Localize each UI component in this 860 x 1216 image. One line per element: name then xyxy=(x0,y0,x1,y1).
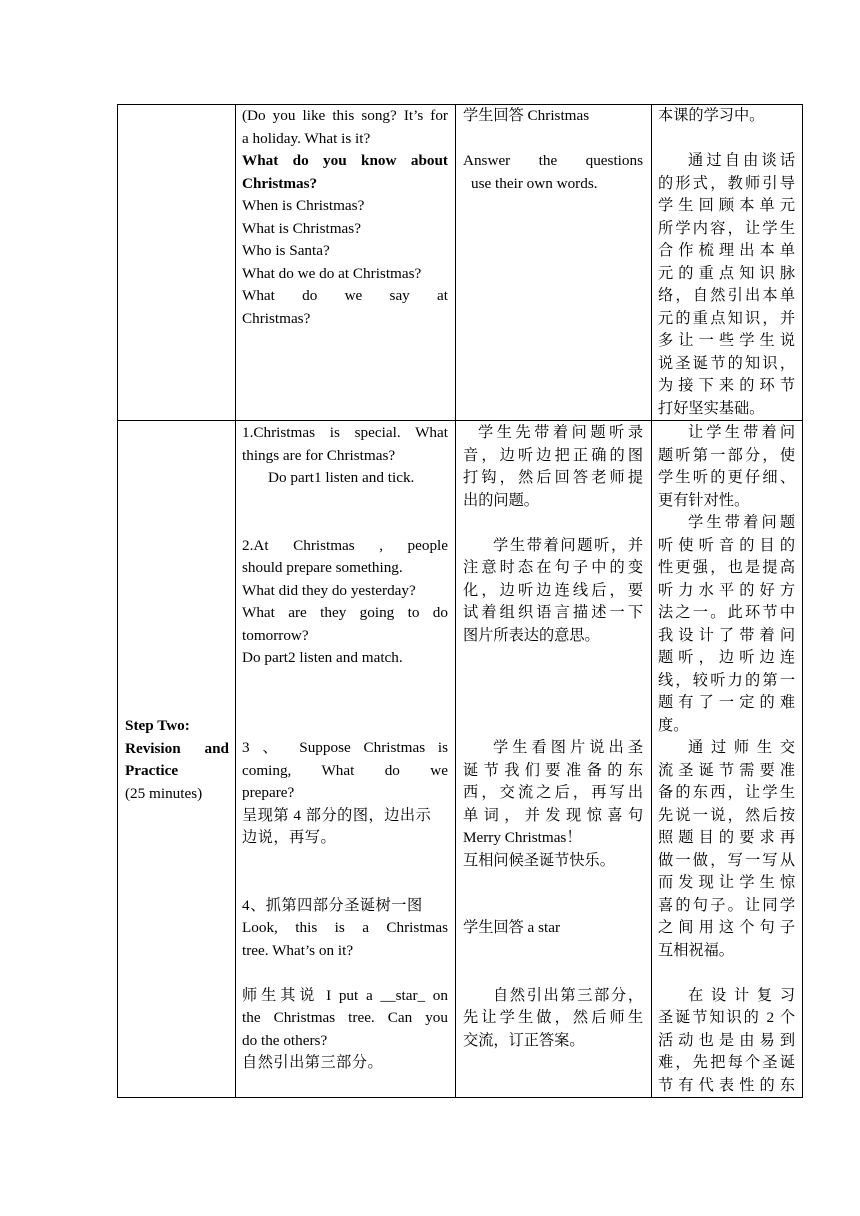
purpose-line: 更有针对性。 xyxy=(658,491,750,509)
student-line: 交流，订正答案。 xyxy=(463,1031,585,1049)
student-line: 诞节我们要准备的东 xyxy=(463,761,643,779)
purpose-line: 题听，边听边连 xyxy=(658,649,795,666)
step-title: Revision and xyxy=(125,739,229,757)
row2-activity-cell xyxy=(242,422,448,1075)
student-line: 先让学生做，然后师生 xyxy=(463,1009,643,1026)
activity-line: 边说，再写。 xyxy=(242,829,337,846)
activity-heading: Christmas? xyxy=(242,174,318,192)
purpose-line: 法之一。此环节中 xyxy=(658,604,795,621)
row1-activity-cell xyxy=(242,105,448,330)
activity-line: a holiday. What is it? xyxy=(242,129,371,147)
activity-line: Christmas? xyxy=(242,309,311,327)
purpose-line: 线，较听力的第一 xyxy=(658,671,795,689)
activity-line: prepare? xyxy=(242,784,295,801)
row2-purpose-cell xyxy=(658,422,795,1097)
student-line: 学生看图片说出圣 xyxy=(493,739,643,756)
student-line: 学生带着问题听，并 xyxy=(493,536,643,554)
step-title: Practice xyxy=(125,762,179,779)
activity-line: things are for Christmas? xyxy=(242,446,396,464)
activity-line: What did they do yesterday? xyxy=(242,581,416,599)
row1-student-cell xyxy=(463,105,643,195)
purpose-line: 听力水平的好方 xyxy=(658,581,795,599)
student-line: use their own words. xyxy=(471,174,598,192)
student-line: 试着组织语言描述一下 xyxy=(463,604,643,621)
purpose-line: 的形式，教师引导 xyxy=(658,174,795,192)
purpose-line: 节有代表性的东 xyxy=(658,1076,795,1094)
purpose-line: 互相祝福。 xyxy=(658,941,734,959)
purpose-line: 性更强，也是提高 xyxy=(658,559,795,576)
purpose-line: 络，自然引出本单 xyxy=(658,287,795,304)
purpose-line: 备的东西，让学生 xyxy=(658,784,795,801)
column-divider-2 xyxy=(455,104,456,1098)
activity-line: tomorrow? xyxy=(242,626,309,644)
student-line: 互相问候圣诞节快乐。 xyxy=(463,851,615,869)
purpose-line: 题听第一部分，使 xyxy=(658,446,795,464)
student-line: Merry Christmas！ xyxy=(463,829,582,846)
student-line: 学生先带着问题听录 xyxy=(478,424,643,441)
table-left-border xyxy=(117,104,118,1098)
purpose-line: 而发现让学生惊 xyxy=(658,874,795,891)
activity-line: 3 、 Suppose Christmas is xyxy=(242,739,448,756)
step-time: (25 minutes) xyxy=(125,784,203,802)
activity-line: coming, What do we xyxy=(242,761,448,779)
row-divider xyxy=(117,420,803,421)
purpose-line: 圣诞节知识的 2 个 xyxy=(658,1009,795,1026)
purpose-line: 先说一说，然后按 xyxy=(658,806,795,824)
student-line: 注意时态在句子中的变 xyxy=(463,559,643,576)
purpose-line: 流圣诞节需要准 xyxy=(658,761,795,779)
activity-line: What do we do at Christmas? xyxy=(242,264,422,282)
purpose-line: 学生带着问题 xyxy=(688,514,795,531)
step-title: Step Two: xyxy=(125,717,190,734)
student-line: 打钩，然后回答老师提 xyxy=(463,469,643,486)
purpose-line: 通过师生交 xyxy=(688,739,795,756)
purpose-line: 所学内容，让学生 xyxy=(658,219,795,237)
purpose-line: 题有了一定的难 xyxy=(658,694,795,711)
student-line: 化，边听边连线后，要 xyxy=(463,581,643,599)
activity-line: do the others? xyxy=(242,1031,328,1049)
activity-line: What is Christmas? xyxy=(242,219,361,237)
purpose-line: 听使听音的目的 xyxy=(658,536,795,554)
activity-line: 1.Christmas is special. What xyxy=(242,424,448,441)
purpose-line: 打好坚实基础。 xyxy=(658,399,765,417)
activity-line: 2.At Christmas , people xyxy=(242,536,448,554)
student-line: 自然引出第三部分， xyxy=(493,986,643,1004)
activity-line: Do part1 listen and tick. xyxy=(268,469,415,486)
purpose-line: 合作梳理出本单 xyxy=(658,242,795,259)
purpose-line: 为接下来的环节 xyxy=(658,377,795,394)
purpose-line: 学生回顾本单元 xyxy=(658,197,795,214)
table-bottom-border xyxy=(117,1097,803,1098)
activity-line: 自然引出第三部分。 xyxy=(242,1054,384,1071)
purpose-line: 通过自由谈话 xyxy=(688,152,795,169)
purpose-line: 本课的学习中。 xyxy=(658,107,765,124)
activity-line: What do we say at xyxy=(242,287,448,304)
activity-line: the Christmas tree. Can you xyxy=(242,1009,448,1026)
row1-purpose-cell xyxy=(658,105,795,420)
student-line: Answer the questions xyxy=(463,152,643,169)
student-line: 图片所表达的意思。 xyxy=(463,626,600,644)
student-line: 出的问题。 xyxy=(463,491,539,509)
student-line: 西，交流之后，再写出 xyxy=(463,784,643,801)
activity-line: 师生其说 I put a __star_ on xyxy=(242,986,448,1004)
purpose-line: 在设计复习 xyxy=(688,986,795,1004)
purpose-line: 元的重点知识脉 xyxy=(658,264,795,282)
purpose-line: 喜的句子。让同学 xyxy=(658,896,795,914)
activity-line: 呈现第 4 部分的图，边出示 xyxy=(242,806,432,824)
column-divider-1 xyxy=(235,104,236,1098)
purpose-line: 度。 xyxy=(658,716,689,734)
activity-line: When is Christmas? xyxy=(242,197,365,214)
step-title-cell xyxy=(125,715,229,805)
purpose-line: 学生听的更仔细、 xyxy=(658,469,795,486)
activity-line: 4、抓第四部分圣诞树一图 xyxy=(242,896,423,914)
activity-line: should prepare something. xyxy=(242,559,403,576)
purpose-line: 元的重点知识，并 xyxy=(658,309,795,327)
activity-line: Look, this is a Christmas xyxy=(242,919,448,936)
activity-line: What are they going to do xyxy=(242,604,448,621)
purpose-line: 活动也是由易到 xyxy=(658,1031,795,1049)
activity-heading: What do you know about xyxy=(242,152,448,169)
purpose-line: 我设计了带着问 xyxy=(658,626,795,644)
activity-line: Do part2 listen and match. xyxy=(242,649,403,666)
purpose-line: 让学生带着问 xyxy=(688,424,795,441)
student-line: 音，边听边把正确的图 xyxy=(463,446,643,464)
activity-line: Who is Santa? xyxy=(242,242,330,259)
purpose-line: 做一做，写一写从 xyxy=(658,851,795,869)
purpose-line: 多让一些学生说 xyxy=(658,332,795,349)
activity-line: tree. What’s on it? xyxy=(242,941,354,959)
table-right-border xyxy=(802,104,803,1098)
column-divider-3 xyxy=(651,104,652,1098)
purpose-line: 之间用这个句子 xyxy=(658,919,795,936)
student-line: 单词，并发现惊喜句 xyxy=(463,806,643,824)
purpose-line: 说圣诞节的知识， xyxy=(658,354,795,372)
activity-line: (Do you like this song? It’s for xyxy=(242,107,448,124)
row2-student-cell xyxy=(463,422,643,1052)
student-line: 学生回答 a star xyxy=(463,919,561,936)
student-line: 学生回答 Christmas xyxy=(463,107,590,124)
purpose-line: 照题目的要求再 xyxy=(658,829,795,846)
purpose-line: 难，先把每个圣诞 xyxy=(658,1054,795,1071)
